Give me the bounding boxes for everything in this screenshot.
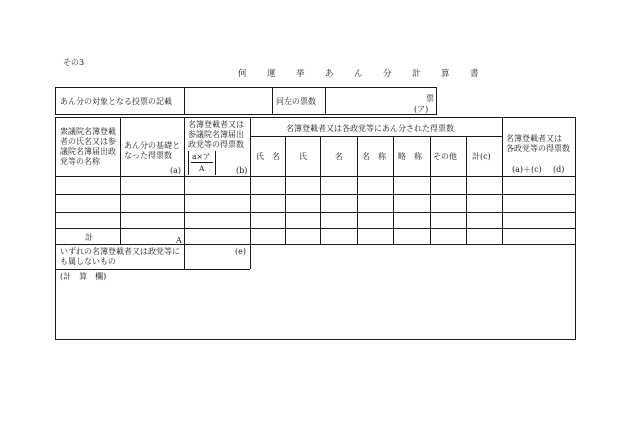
- sub-header-surname: 氏: [299, 152, 307, 161]
- none-mark: (e): [235, 247, 246, 256]
- col1-line-1: 衆議院名簿登載: [60, 127, 116, 136]
- total-label: 計: [85, 233, 93, 242]
- vote-count-label: 同左の票数: [276, 97, 316, 106]
- col3-line-1: 名簿登載者又は: [188, 120, 244, 129]
- group-header-line: [250, 136, 502, 137]
- total-mark: A: [176, 236, 182, 245]
- col1-line-3: 議院名簿届出政: [60, 147, 116, 156]
- mark-a: (ア): [414, 105, 429, 114]
- sub-header-other: その他: [433, 152, 457, 161]
- col3-line-3: 政党等の得票数: [188, 140, 244, 149]
- col1-line-2: 者の氏名又は参: [60, 137, 116, 146]
- row-line-5: [55, 269, 250, 270]
- col-last-formula: (a)＋(c): [512, 165, 542, 174]
- row-line-2: [55, 212, 576, 213]
- row-line-3: [55, 228, 576, 229]
- group-header: 名簿登載者又は各政党等にあん分された得票数: [286, 124, 454, 133]
- col2-line-1: あん分の基礎と: [124, 141, 180, 150]
- col2-mark: (a): [170, 166, 182, 175]
- top-row-divider-2: [272, 87, 273, 115]
- none-line-1: いずれの名簿登載者又は政党等に: [60, 247, 180, 256]
- sub-header-title: 名 称: [362, 152, 386, 161]
- col-line-2: [184, 117, 185, 269]
- col-last-line-2: 各政党等の得票数: [506, 144, 570, 153]
- top-row-divider-3: [325, 87, 326, 115]
- sub-header-abbr: 略 称: [398, 152, 422, 161]
- col-line-10: [502, 117, 503, 244]
- sub-header-name: 氏 名: [256, 152, 280, 161]
- col1-line-4: 党等の名称: [60, 157, 100, 166]
- target-vote-label: あん分の対象となる投票の記載: [60, 97, 172, 106]
- col-line-3: [250, 117, 251, 269]
- fraction-bottom: A: [199, 164, 205, 173]
- none-line-2: も属しないもの: [60, 257, 116, 266]
- row-line-1: [55, 194, 576, 195]
- sub-header-total: 計(c): [472, 152, 491, 161]
- col-line-1: [120, 117, 121, 244]
- page-title: 何 運 挙 あ ん 分 計 算 書: [238, 69, 485, 79]
- vote-unit: 票: [426, 94, 434, 103]
- row-line-4: [55, 244, 576, 245]
- col2-line-2: なった得票数: [124, 151, 172, 160]
- col-last-line-1: 名簿登載者又は: [506, 134, 562, 143]
- header-bottom-line: [55, 176, 576, 177]
- col-last-mark: (d): [553, 165, 565, 174]
- sub-header-given: 名: [335, 152, 343, 161]
- fraction-line: [191, 162, 213, 163]
- top-row-divider-1: [184, 87, 185, 115]
- col3-line-2: 参議院名簿届出: [188, 130, 244, 139]
- col3-mark: (b): [236, 166, 248, 175]
- form-number: その3: [63, 58, 85, 67]
- fraction-top: a×ア: [192, 152, 211, 161]
- calc-label: (計 算 欄): [60, 272, 107, 281]
